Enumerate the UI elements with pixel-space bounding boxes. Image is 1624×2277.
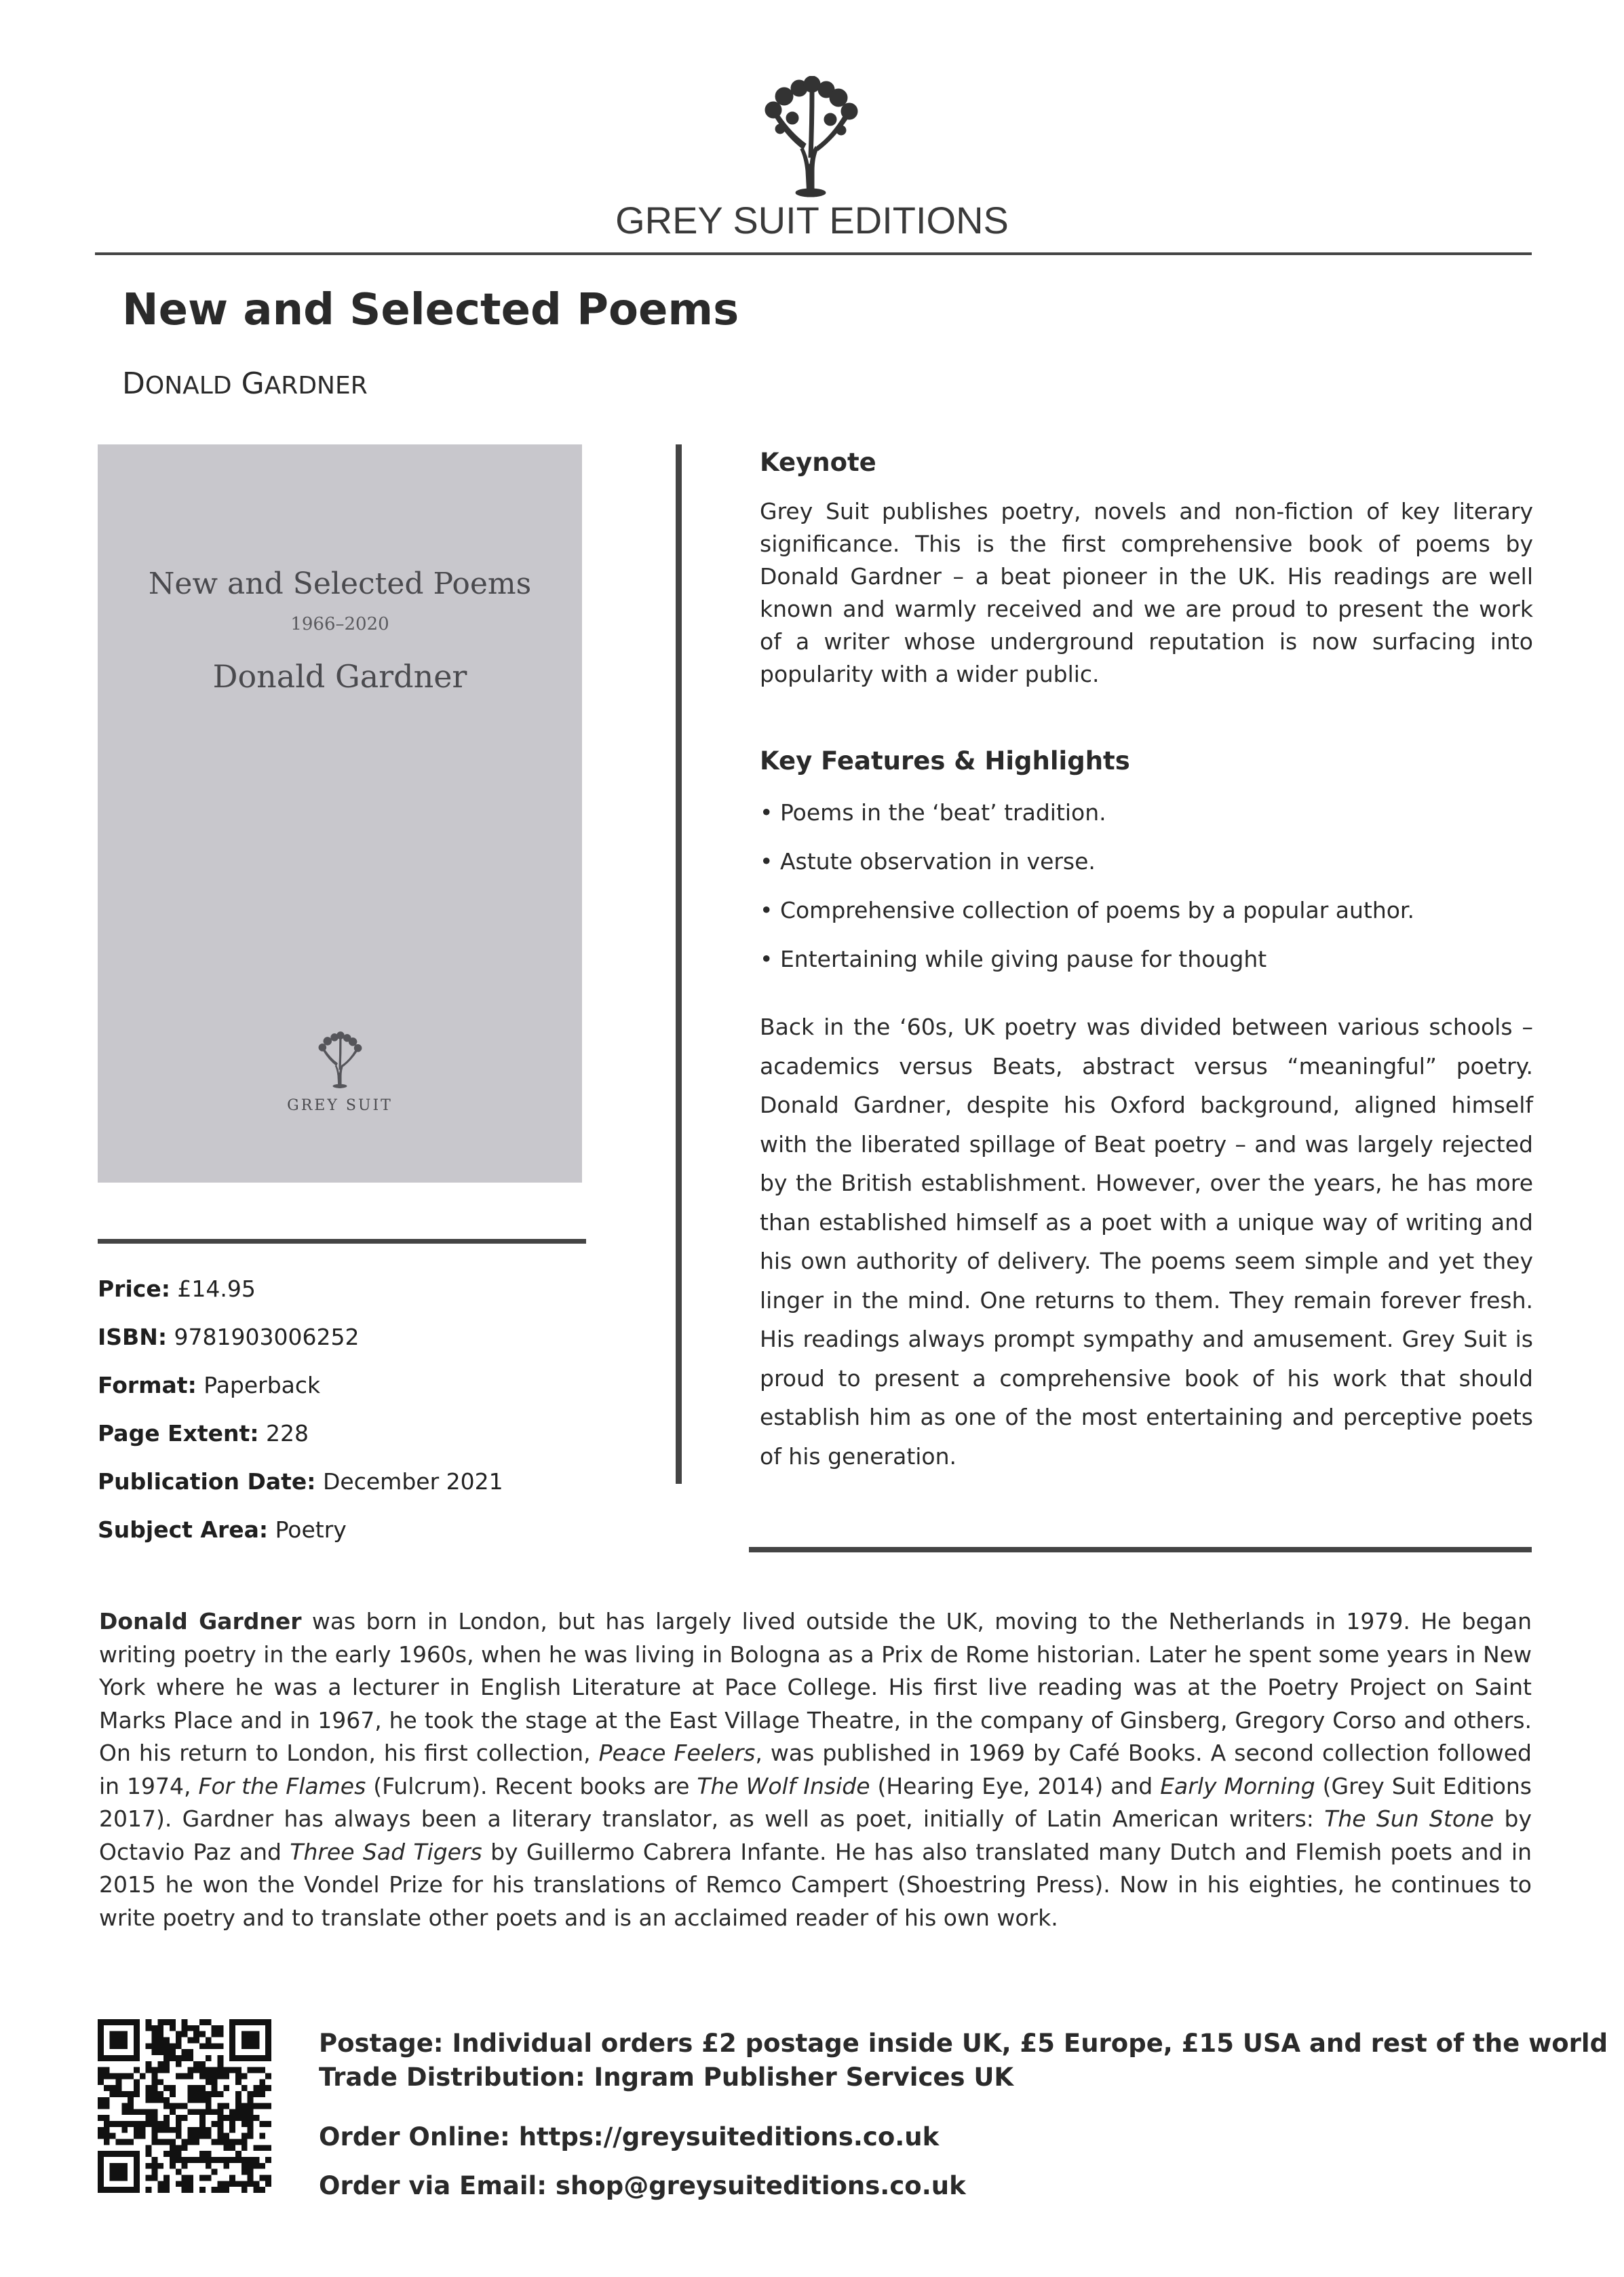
feature-item: • Astute observation in verse. <box>760 848 1096 875</box>
qr-code-icon[interactable] <box>98 2019 271 2193</box>
detail-isbn: ISBN: 9781903006252 <box>98 1324 360 1350</box>
detail-page-extent: Page Extent: 228 <box>98 1420 309 1447</box>
publisher-brand: GREY SUIT EDITIONS <box>615 199 1009 242</box>
postage-info: Postage: Individual orders £2 postage inside UK, £5 Europe, £15 USA and rest of the world <box>319 2029 1608 2058</box>
feature-item: • Comprehensive collection of poems by a popular author. <box>760 897 1414 923</box>
section-divider <box>749 1547 1532 1552</box>
book-cover-image <box>98 444 582 1183</box>
trade-distribution: Trade Distribution: Ingram Publisher Services UK <box>319 2063 1014 2092</box>
cover-author: Donald Gardner <box>212 658 467 695</box>
book-author: DONALD GARDNER <box>122 366 368 401</box>
feature-item: • Poems in the ‘beat’ tradition. <box>760 799 1106 826</box>
features-heading: Key Features & Highlights <box>760 746 1130 776</box>
book-description: Back in the ‘60s, UK poetry was divided between various schools – academics versus Beats, abstract versus “meaningful” poetry. Donald Gardner, despite his Oxford background, aligned himself with the liberated spillage of Beat poetry – and was largely rejected by the British establishment. However, over the years, he has more than established himself as a poet with a unique way of writing and his own authority of delivery. The poems seem simple and yet they linger in the mind. One returns to them. They remain forever fresh. His readings always prompt sympathy and amusement. Grey Suit is proud to present a comprehensive book of his work that should establish him as one of the most entertaining and perceptive poets of his generation. <box>760 1014 1533 1470</box>
detail-price: Price: £14.95 <box>98 1276 256 1302</box>
cover-tree-icon <box>316 1031 364 1089</box>
cover-title: New and Selected Poems <box>148 567 532 601</box>
header-divider <box>95 252 1532 255</box>
order-email: Order via Email: shop@greysuiteditions.co.uk <box>319 2171 966 2200</box>
order-online-link[interactable]: https://greysuiteditions.co.uk <box>518 2122 940 2151</box>
keynote-text: Grey Suit publishes poetry, novels and non-fiction of key literary significance. This is the first comprehensive book of poems by Donald Gardner – a beat pioneer in the UK. His readings are well known and warmly received and we are proud to present the work of a writer whose underground reputation is now surfacing into popularity with a wider public. <box>760 498 1533 687</box>
order-email-link[interactable]: shop@greysuiteditions.co.uk <box>555 2171 966 2200</box>
cover-years: 1966–2020 <box>290 614 389 634</box>
cover-publisher: GREY SUIT <box>287 1097 393 1114</box>
author-bio: Donald Gardner was born in London, but has largely lived outside the UK, moving to the Netherlands in 1979. He began writing poetry in the early 1960s, when he was living in Bologna as a Prix de Rome historian. Later he spent some years in New York where he was a lecturer in English Literature at Pace College. His first live reading was at the Poetry Project on Saint Marks Place and in 1967, he took the stage at the East Village Theatre, in the company of Ginsberg, Gregory Corso and others. On his return to London, his first collection, Peace Feelers, was published in 1969 by Café Books. A second collection followed in 1974, For the Flames (Fulcrum). Recent books are The Wolf Inside (Hearing Eye, 2014) and Early Morning (Grey Suit Editions 2017). Gardner has always been a literary translator, as well as poet, initially of Latin American writers: The Sun Stone by Octavio Paz and Three Sad Tigers by Guillermo Cabrera Infante. He has also translated many Dutch and Flemish poets and in 2015 he won the Vondel Prize for his translations of Remco Campert (Shoestring Press). Now in his eighties, he continues to write poetry and to translate other poets and is an acclaimed reader of his own work. <box>99 1608 1532 1931</box>
details-divider <box>98 1239 586 1244</box>
order-online: Order Online: https://greysuiteditions.co.uk <box>319 2122 940 2151</box>
detail-publication-date: Publication Date: December 2021 <box>98 1468 503 1495</box>
detail-subject-area: Subject Area: Poetry <box>98 1516 347 1543</box>
keynote-heading: Keynote <box>760 448 876 477</box>
page-title: New and Selected Poems <box>122 285 739 335</box>
feature-item: • Entertaining while giving pause for thought <box>760 946 1267 972</box>
tree-logo-icon <box>760 76 862 198</box>
detail-format: Format: Paperback <box>98 1372 321 1398</box>
column-divider <box>676 444 682 1484</box>
